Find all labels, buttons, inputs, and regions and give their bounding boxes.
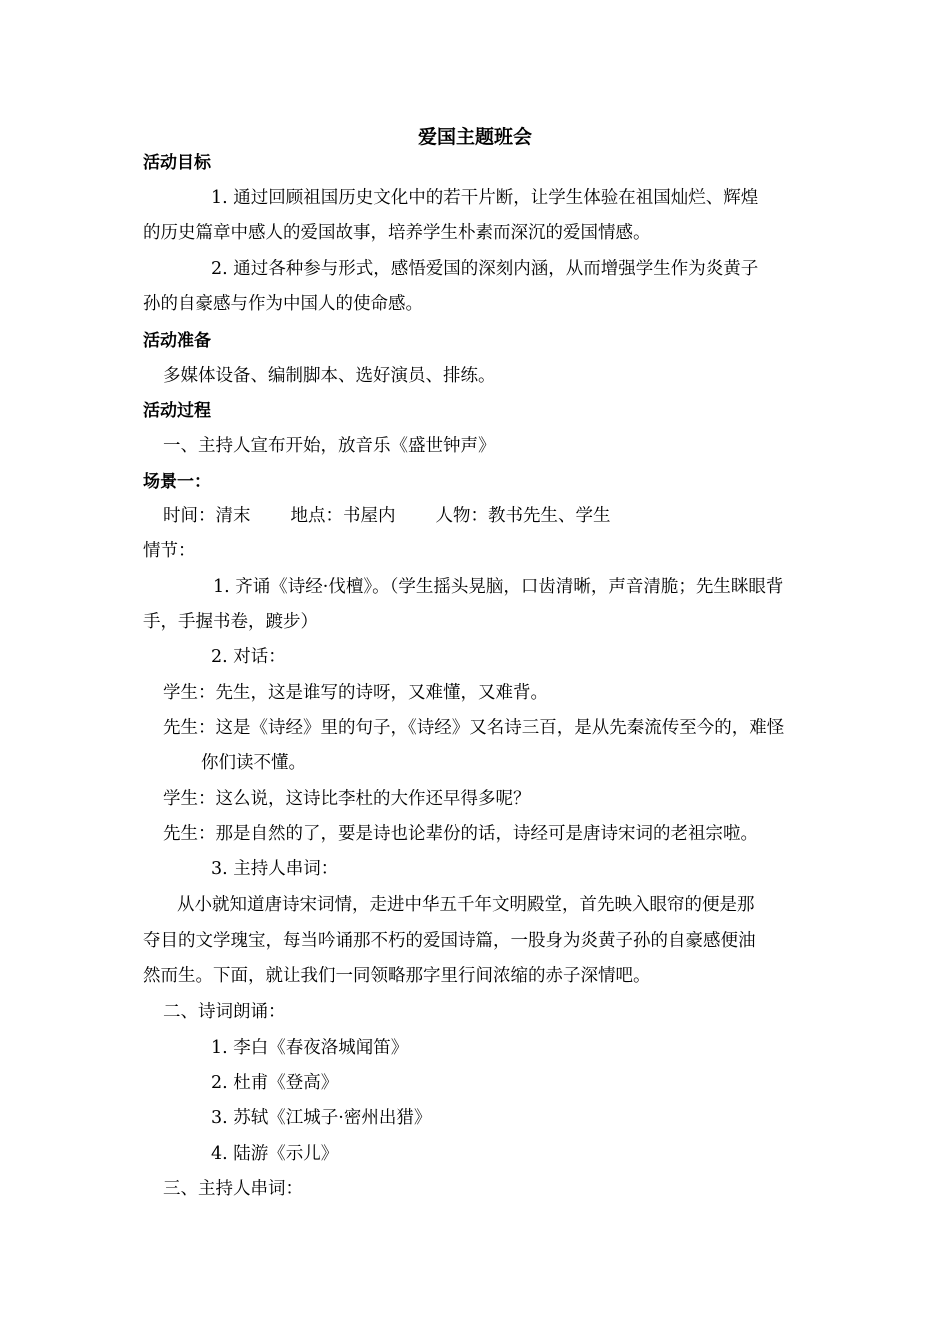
scene-people: 人物：教书先生、学生 xyxy=(435,506,611,526)
plot-label: 情节： xyxy=(143,541,196,561)
plot-2: 2. 对话： xyxy=(211,647,286,667)
host-words-line-1: 从小就知道唐诗宋词情，走进中华五千年文明殿堂，首先映入眼帘的便是那 xyxy=(177,895,755,915)
plot-3: 3. 主持人串词： xyxy=(211,859,339,879)
poem-item: 4. 陆游《示儿》 xyxy=(211,1144,339,1164)
scene-place: 地点：书屋内 xyxy=(290,506,396,526)
goal-item-1-line-2: 的历史篇章中感人的爱国故事，培养学生朴素而深沉的爱国情感。 xyxy=(143,223,651,243)
process-step-2: 二、诗词朗诵： xyxy=(163,1002,286,1022)
scene-time: 时间：清末 xyxy=(163,506,251,526)
dialogue-4: 先生：那是自然的了，要是诗也论辈份的话，诗经可是唐诗宋词的老祖宗啦。 xyxy=(163,824,758,844)
plot-1-line-1: 1. 齐诵《诗经·伐檀》。（学生摇头晃脑，口齿清晰，声音清脆；先生眯眼背 xyxy=(213,577,784,597)
dialogue-3: 学生：这么说，这诗比李杜的大作还早得多呢？ xyxy=(163,789,531,809)
dialogue-1: 学生：先生，这是谁写的诗呀，又难懂，又难背。 xyxy=(163,683,548,703)
prep-text: 多媒体设备、编制脚本、选好演员、排练。 xyxy=(163,366,496,386)
plot-1-line-2: 手，手握书卷，踱步） xyxy=(143,612,318,632)
goal-item-2-line-2: 孙的自豪感与作为中国人的使命感。 xyxy=(143,294,423,314)
section-heading-goal: 活动目标 xyxy=(143,153,211,173)
poem-item: 3. 苏轼《江城子·密州出猎》 xyxy=(211,1108,432,1128)
dialogue-2-line-2: 你们读不懂。 xyxy=(201,753,306,773)
goal-item-1-line-1: 1. 通过回顾祖国历史文化中的若干片断，让学生体验在祖国灿烂、辉煌 xyxy=(211,188,759,208)
poem-item: 1. 李白《春夜洛城闻笛》 xyxy=(211,1038,409,1058)
process-step-1: 一、主持人宣布开始，放音乐《盛世钟声》 xyxy=(163,436,496,456)
section-heading-process: 活动过程 xyxy=(143,401,211,421)
host-words-line-3: 然而生。下面，就让我们一同领略那字里行间浓缩的赤子深情吧。 xyxy=(143,966,651,986)
host-words-line-2: 夺目的文学瑰宝，每当吟诵那不朽的爱国诗篇，一股身为炎黄子孙的自豪感便油 xyxy=(143,931,756,951)
scene-info xyxy=(163,504,611,528)
section-heading-prep: 活动准备 xyxy=(143,331,211,351)
goal-item-2-line-1: 2. 通过各种参与形式，感悟爱国的深刻内涵，从而增强学生作为炎黄子 xyxy=(211,259,759,279)
process-step-3: 三、主持人串词： xyxy=(163,1179,303,1199)
poem-item: 2. 杜甫《登高》 xyxy=(211,1073,339,1093)
scene-heading: 场景一： xyxy=(143,472,211,492)
document-title: 爱国主题班会 xyxy=(417,126,532,148)
dialogue-2-line-1: 先生：这是《诗经》里的句子，《诗经》又名诗三百，是从先秦流传至今的，难怪 xyxy=(163,718,785,738)
